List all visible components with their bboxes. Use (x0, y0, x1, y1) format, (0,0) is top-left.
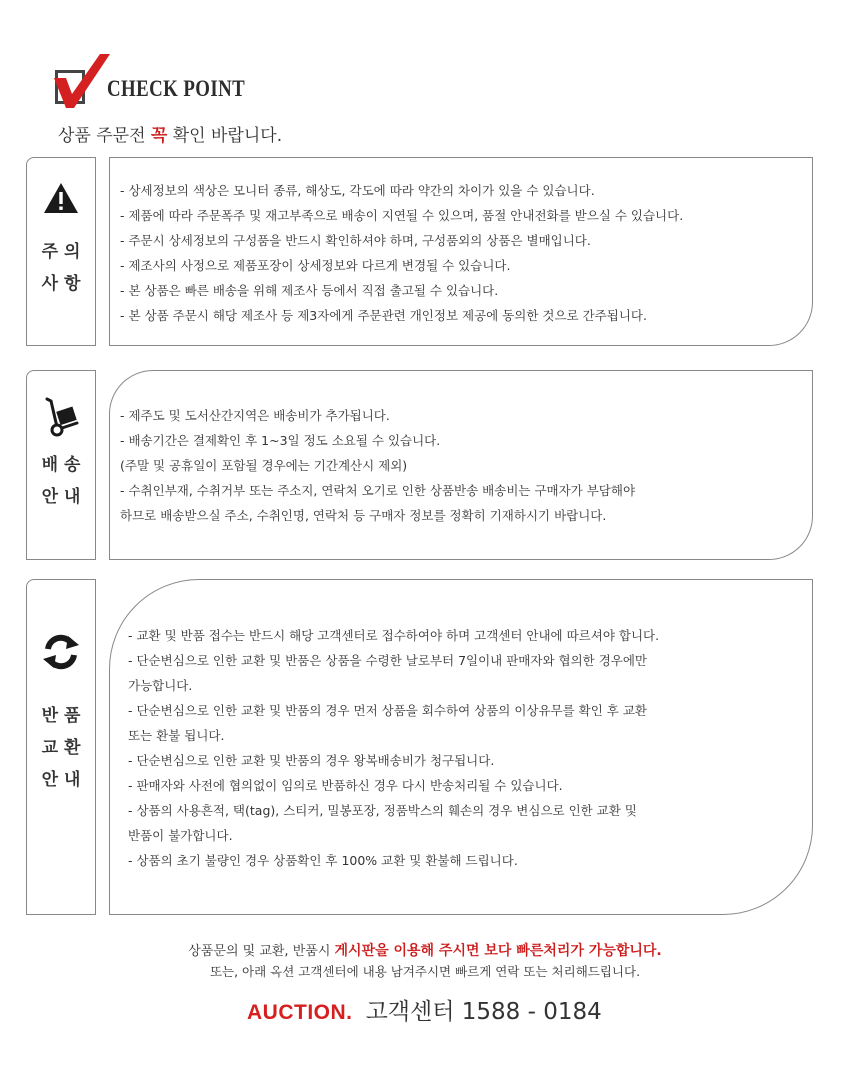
list-item: - 상품의 사용흔적, 택(tag), 스티커, 밀봉포장, 정품박스의 훼손의 경우 변심으로 인한 교환 및 (128, 803, 637, 818)
caution-label-box (26, 157, 96, 346)
list-item: 하므로 배송받으실 주소, 수취인명, 연락처 등 구매자 정보를 정확히 기재하시기 바랍니다. (120, 508, 607, 523)
return-label: 반품 교환 안내 (41, 706, 87, 790)
list-item: (주말 및 공휴일이 포함될 경우에는 기간계산시 제외) (120, 458, 408, 473)
subtitle-highlight: 꼭 (150, 126, 168, 146)
delivery-list (120, 403, 635, 528)
check-point-title: CHECK POINT (107, 76, 246, 101)
refresh-arrows-icon (41, 632, 81, 672)
caution-label: 주의 사항 (41, 242, 87, 294)
list-item: - 상품의 초기 불량인 경우 상품확인 후 100% 교환 및 환불해 드립니다. (128, 853, 518, 868)
list-item: - 단순변심으로 인한 교환 및 반품은 상품을 수령한 날로부터 7일이내 판매자와 협의한 경우에만 (128, 653, 647, 668)
check-point-logo (50, 52, 250, 112)
page-subtitle: 상품 주문전 꼭 확인 바랍니다. (58, 126, 283, 146)
footer-contact-note: 상품문의 및 교환, 반품시 게시판을 이용해 주시면 보다 빠른처리가 가능합니다. (188, 943, 662, 959)
list-item: - 제품에 따라 주문폭주 및 재고부족으로 배송이 지연될 수 있으며, 품절 안내전화를 받으실 수 있습니다. (120, 208, 684, 223)
customer-center-row (247, 993, 602, 1026)
list-item: 또는 환불 됩니다. (128, 728, 225, 743)
caution-content-box (109, 157, 813, 346)
list-item: - 단순변심으로 인한 교환 및 반품의 경우 먼저 상품을 회수하여 상품의 이상유무를 확인 후 교환 (128, 703, 647, 718)
list-item: - 단순변심으로 인한 교환 및 반품의 경우 왕복배송비가 청구됩니다. (128, 753, 495, 768)
delivery-content-box (109, 370, 813, 560)
delivery-label: 배송 안내 (41, 455, 87, 507)
list-item: - 본 상품은 빠른 배송을 위해 제조사 등에서 직접 출고될 수 있습니다. (120, 283, 499, 298)
caution-list (120, 178, 683, 328)
list-item: - 제주도 및 도서산간지역은 배송비가 추가됩니다. (120, 408, 390, 423)
list-item: - 주문시 상세정보의 구성품을 반드시 확인하셔야 하며, 구성품외의 상품은 별매입니다. (120, 233, 591, 248)
list-item: 반품이 불가합니다. (128, 828, 233, 843)
customer-center-phone: 고객센터 1588 - 0184 (365, 999, 602, 1025)
return-list (128, 623, 659, 873)
footer-highlight: 게시판을 이용해 주시면 보다 빠른처리가 가능합니다. (334, 943, 662, 959)
list-item: - 수취인부재, 수취거부 또는 주소지, 연락처 오기로 인한 상품반송 배송비는 구매자가 부담해야 (120, 483, 636, 498)
red-checkmark-icon (50, 52, 112, 112)
list-item: - 제조사의 사정으로 제품포장이 상세정보와 다르게 변경될 수 있습니다. (120, 258, 511, 273)
warning-icon (43, 182, 79, 214)
delivery-label-box (26, 370, 96, 560)
list-item: - 본 상품 주문시 해당 제조사 등 제3자에게 주문관련 개인정보 제공에 동의한 것으로 간주됩니다. (120, 308, 647, 323)
hand-truck-icon (41, 397, 81, 437)
list-item: - 배송기간은 결제확인 후 1~3일 정도 소요될 수 있습니다. (120, 433, 441, 448)
list-item: - 교환 및 반품 접수는 반드시 해당 고객센터로 접수하여야 하며 고객센터 안내에 따르셔야 합니다. (128, 628, 660, 643)
return-label-box (26, 579, 96, 915)
list-item: - 판매자와 사전에 협의없이 임의로 반품하신 경우 다시 반송처리될 수 있습니다. (128, 778, 563, 793)
footer-alt-contact: 또는, 아래 옥션 고객센터에 내용 남겨주시면 빠르게 연락 또는 처리해드립니다. (209, 964, 641, 979)
return-content-box (109, 579, 813, 915)
auction-logo: AUCTION. (247, 1001, 353, 1024)
list-item: - 상세정보의 색상은 모니터 종류, 해상도, 각도에 따라 약간의 차이가 있을 수 있습니다. (120, 183, 595, 198)
list-item: 가능합니다. (128, 678, 193, 693)
